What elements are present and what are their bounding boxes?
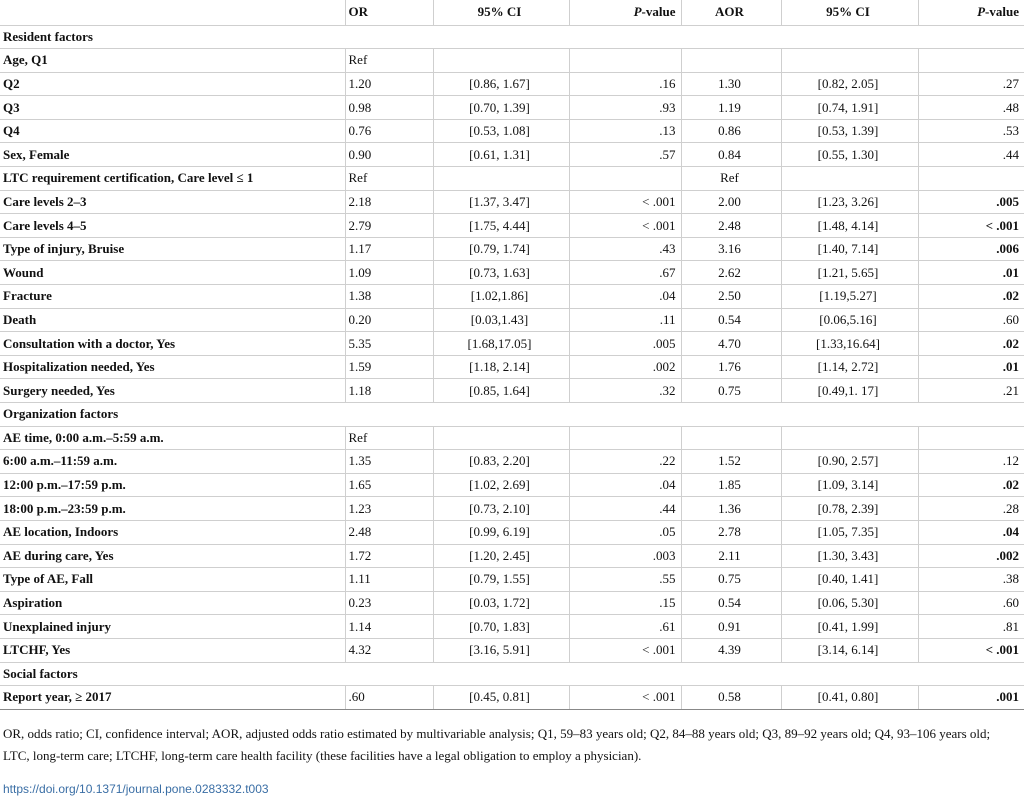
adjusted-odds-ratio-cell: 0.91 — [681, 615, 781, 639]
table-row — [0, 237, 1024, 261]
row-label: Sex, Female — [0, 143, 345, 167]
adjusted-p-value-cell: < .001 — [918, 214, 1024, 238]
adjusted-p-value-cell: .60 — [918, 591, 1024, 615]
p-value-cell: < .001 — [569, 686, 681, 710]
adjusted-odds-ratio-cell: 1.19 — [681, 96, 781, 120]
confidence-interval-cell: [0.03, 1.72] — [433, 591, 569, 615]
header-p-value: P-value — [569, 0, 681, 25]
row-label: Surgery needed, Yes — [0, 379, 345, 403]
p-value-cell — [569, 167, 681, 191]
table-row — [0, 638, 1024, 662]
row-label: LTC requirement certification, Care level ≤ 1 — [0, 167, 345, 191]
row-label: Wound — [0, 261, 345, 285]
odds-ratio-cell: 0.98 — [345, 96, 433, 120]
table-row — [0, 190, 1024, 214]
adjusted-confidence-interval-cell: [1.14, 2.72] — [781, 355, 918, 379]
adjusted-odds-ratio-cell: 0.75 — [681, 379, 781, 403]
table-row — [0, 473, 1024, 497]
row-label: Q2 — [0, 72, 345, 96]
row-label: LTCHF, Yes — [0, 638, 345, 662]
adjusted-confidence-interval-cell: [0.55, 1.30] — [781, 143, 918, 167]
p-value-cell: .61 — [569, 615, 681, 639]
confidence-interval-cell: [1.02, 2.69] — [433, 473, 569, 497]
odds-ratio-cell: 1.35 — [345, 450, 433, 474]
table-row — [0, 568, 1024, 592]
odds-ratio-cell: 1.09 — [345, 261, 433, 285]
table-row — [0, 615, 1024, 639]
adjusted-confidence-interval-cell: [0.90, 2.57] — [781, 450, 918, 474]
section-label: Resident factors — [0, 25, 1024, 49]
header-ci: 95% CI — [433, 0, 569, 25]
confidence-interval-cell: [0.85, 1.64] — [433, 379, 569, 403]
adjusted-odds-ratio-cell: 4.39 — [681, 638, 781, 662]
adjusted-p-value-cell: .005 — [918, 190, 1024, 214]
adjusted-confidence-interval-cell — [781, 426, 918, 450]
odds-ratio-cell: 1.65 — [345, 473, 433, 497]
table-row — [0, 355, 1024, 379]
adjusted-odds-ratio-cell: 0.54 — [681, 591, 781, 615]
table-row — [0, 379, 1024, 403]
confidence-interval-cell: [0.83, 2.20] — [433, 450, 569, 474]
adjusted-confidence-interval-cell: [1.48, 4.14] — [781, 214, 918, 238]
table-row — [0, 119, 1024, 143]
adjusted-p-value-cell — [918, 49, 1024, 73]
header-adjusted-p-value: P-value — [918, 0, 1024, 25]
row-label: 18:00 p.m.–23:59 p.m. — [0, 497, 345, 521]
section-header-row — [0, 25, 1024, 49]
table-row — [0, 285, 1024, 309]
confidence-interval-cell: [0.79, 1.74] — [433, 237, 569, 261]
adjusted-p-value-cell: .53 — [918, 119, 1024, 143]
row-label: Unexplained injury — [0, 615, 345, 639]
p-value-cell: .15 — [569, 591, 681, 615]
confidence-interval-cell: [1.37, 3.47] — [433, 190, 569, 214]
p-value-cell — [569, 426, 681, 450]
confidence-interval-cell: [1.68,17.05] — [433, 332, 569, 356]
adjusted-confidence-interval-cell: [1.23, 3.26] — [781, 190, 918, 214]
confidence-interval-cell: [0.79, 1.55] — [433, 568, 569, 592]
adjusted-odds-ratio-cell: 1.52 — [681, 450, 781, 474]
adjusted-odds-ratio-cell: 2.48 — [681, 214, 781, 238]
row-label: Aspiration — [0, 591, 345, 615]
adjusted-p-value-cell — [918, 167, 1024, 191]
row-label: Death — [0, 308, 345, 332]
adjusted-p-value-cell: .04 — [918, 520, 1024, 544]
odds-ratio-cell: .60 — [345, 686, 433, 710]
p-value-cell: < .001 — [569, 638, 681, 662]
p-value-cell: .002 — [569, 355, 681, 379]
table-row — [0, 426, 1024, 450]
adjusted-p-value-cell: .006 — [918, 237, 1024, 261]
header-aor: AOR — [681, 0, 781, 25]
p-value-cell: .22 — [569, 450, 681, 474]
adjusted-odds-ratio-cell: 0.86 — [681, 119, 781, 143]
odds-ratio-cell: 0.76 — [345, 119, 433, 143]
adjusted-p-value-cell: .21 — [918, 379, 1024, 403]
p-value-cell: .13 — [569, 119, 681, 143]
odds-ratio-cell: 1.20 — [345, 72, 433, 96]
adjusted-confidence-interval-cell — [781, 167, 918, 191]
adjusted-confidence-interval-cell: [0.41, 0.80] — [781, 686, 918, 710]
p-value-cell: .67 — [569, 261, 681, 285]
adjusted-p-value-cell: .44 — [918, 143, 1024, 167]
row-label: Care levels 4–5 — [0, 214, 345, 238]
adjusted-p-value-cell: .81 — [918, 615, 1024, 639]
odds-ratio-cell: 2.18 — [345, 190, 433, 214]
adjusted-confidence-interval-cell: [1.21, 5.65] — [781, 261, 918, 285]
adjusted-p-value-cell: .48 — [918, 96, 1024, 120]
adjusted-odds-ratio-cell: 1.85 — [681, 473, 781, 497]
table-footnote: OR, odds ratio; CI, confidence interval; AOR, adjusted odds ratio estimated by multivariable analysis; Q1, 59–83 years old; Q2, 84–88 years old; Q3, 89–92 years old; Q4, 93–106 years old; LTC, long-term care; LTCHF, long-term care health facility (these facilities have a legal obligation to employ a physician). — [3, 726, 991, 763]
adjusted-odds-ratio-cell: 4.70 — [681, 332, 781, 356]
confidence-interval-cell: [0.73, 1.63] — [433, 261, 569, 285]
p-value-cell: .04 — [569, 285, 681, 309]
p-value-cell: < .001 — [569, 214, 681, 238]
row-label: Report year, ≥ 2017 — [0, 686, 345, 710]
confidence-interval-cell — [433, 426, 569, 450]
confidence-interval-cell — [433, 167, 569, 191]
confidence-interval-cell — [433, 49, 569, 73]
p-value-cell: .16 — [569, 72, 681, 96]
confidence-interval-cell: [1.18, 2.14] — [433, 355, 569, 379]
adjusted-p-value-cell: .28 — [918, 497, 1024, 521]
odds-ratio-cell: 0.23 — [345, 591, 433, 615]
confidence-interval-cell: [1.75, 4.44] — [433, 214, 569, 238]
confidence-interval-cell: [0.73, 2.10] — [433, 497, 569, 521]
confidence-interval-cell: [3.16, 5.91] — [433, 638, 569, 662]
header-or: OR — [345, 0, 433, 25]
p-value-cell: .93 — [569, 96, 681, 120]
doi-link[interactable]: https://doi.org/10.1371/journal.pone.0283332.t003 — [3, 782, 269, 796]
p-value-cell: .32 — [569, 379, 681, 403]
confidence-interval-cell: [1.20, 2.45] — [433, 544, 569, 568]
odds-ratio-cell: 0.90 — [345, 143, 433, 167]
adjusted-p-value-cell: .002 — [918, 544, 1024, 568]
confidence-interval-cell: [0.53, 1.08] — [433, 119, 569, 143]
adjusted-confidence-interval-cell: [0.49,1. 17] — [781, 379, 918, 403]
adjusted-p-value-cell: .12 — [918, 450, 1024, 474]
p-value-cell: .55 — [569, 568, 681, 592]
adjusted-p-value-cell — [918, 426, 1024, 450]
table-row — [0, 308, 1024, 332]
table-row — [0, 49, 1024, 73]
row-label: 6:00 a.m.–11:59 a.m. — [0, 450, 345, 474]
adjusted-p-value-cell: .01 — [918, 261, 1024, 285]
p-value-cell: .003 — [569, 544, 681, 568]
adjusted-confidence-interval-cell: [1.40, 7.14] — [781, 237, 918, 261]
table-row — [0, 72, 1024, 96]
adjusted-odds-ratio-cell: 0.58 — [681, 686, 781, 710]
odds-ratio-cell: 1.38 — [345, 285, 433, 309]
adjusted-p-value-cell: .27 — [918, 72, 1024, 96]
adjusted-confidence-interval-cell — [781, 49, 918, 73]
adjusted-confidence-interval-cell: [0.06,5.16] — [781, 308, 918, 332]
confidence-interval-cell: [0.86, 1.67] — [433, 72, 569, 96]
row-label: Type of AE, Fall — [0, 568, 345, 592]
row-label: Type of injury, Bruise — [0, 237, 345, 261]
adjusted-odds-ratio-cell: Ref — [681, 167, 781, 191]
odds-ratio-cell: 1.18 — [345, 379, 433, 403]
adjusted-odds-ratio-cell: 0.75 — [681, 568, 781, 592]
adjusted-confidence-interval-cell: [1.19,5.27] — [781, 285, 918, 309]
odds-ratio-cell: 2.48 — [345, 520, 433, 544]
p-value-cell: .005 — [569, 332, 681, 356]
odds-ratio-cell: 1.23 — [345, 497, 433, 521]
table-row — [0, 520, 1024, 544]
row-label: Q4 — [0, 119, 345, 143]
adjusted-confidence-interval-cell: [0.41, 1.99] — [781, 615, 918, 639]
p-value-cell: .44 — [569, 497, 681, 521]
p-value-cell: < .001 — [569, 190, 681, 214]
odds-ratio-cell: 1.59 — [345, 355, 433, 379]
adjusted-confidence-interval-cell: [1.09, 3.14] — [781, 473, 918, 497]
adjusted-confidence-interval-cell: [0.78, 2.39] — [781, 497, 918, 521]
adjusted-p-value-cell: .01 — [918, 355, 1024, 379]
row-label: Hospitalization needed, Yes — [0, 355, 345, 379]
adjusted-confidence-interval-cell: [0.06, 5.30] — [781, 591, 918, 615]
section-label: Social factors — [0, 662, 1024, 686]
row-label: AE during care, Yes — [0, 544, 345, 568]
adjusted-odds-ratio-cell: 1.76 — [681, 355, 781, 379]
table-row — [0, 591, 1024, 615]
p-value-cell: .43 — [569, 237, 681, 261]
adjusted-odds-ratio-cell: 1.30 — [681, 72, 781, 96]
confidence-interval-cell: [0.99, 6.19] — [433, 520, 569, 544]
p-value-cell: .57 — [569, 143, 681, 167]
odds-ratio-cell: 1.72 — [345, 544, 433, 568]
row-label: Consultation with a doctor, Yes — [0, 332, 345, 356]
table-row — [0, 167, 1024, 191]
odds-ratio-cell: 1.17 — [345, 237, 433, 261]
odds-ratio-cell: Ref — [345, 167, 433, 191]
p-value-cell — [569, 49, 681, 73]
table-row — [0, 214, 1024, 238]
header-empty — [0, 0, 345, 25]
table-row — [0, 544, 1024, 568]
p-value-cell: .05 — [569, 520, 681, 544]
table-row — [0, 261, 1024, 285]
adjusted-odds-ratio-cell: 2.62 — [681, 261, 781, 285]
odds-ratio-cell: Ref — [345, 49, 433, 73]
adjusted-confidence-interval-cell: [0.53, 1.39] — [781, 119, 918, 143]
odds-ratio-cell: 2.79 — [345, 214, 433, 238]
adjusted-p-value-cell: .60 — [918, 308, 1024, 332]
table-row — [0, 450, 1024, 474]
row-label: Fracture — [0, 285, 345, 309]
adjusted-odds-ratio-cell: 0.84 — [681, 143, 781, 167]
header-adjusted-ci: 95% CI — [781, 0, 918, 25]
odds-ratio-cell: 5.35 — [345, 332, 433, 356]
odds-ratio-cell: 0.20 — [345, 308, 433, 332]
adjusted-p-value-cell: .001 — [918, 686, 1024, 710]
section-header-row — [0, 403, 1024, 427]
adjusted-p-value-cell: < .001 — [918, 638, 1024, 662]
p-value-cell: .04 — [569, 473, 681, 497]
adjusted-confidence-interval-cell: [0.74, 1.91] — [781, 96, 918, 120]
odds-ratio-cell: 4.32 — [345, 638, 433, 662]
adjusted-p-value-cell: .02 — [918, 285, 1024, 309]
adjusted-confidence-interval-cell: [0.82, 2.05] — [781, 72, 918, 96]
p-value-cell: .11 — [569, 308, 681, 332]
row-label: Care levels 2–3 — [0, 190, 345, 214]
adjusted-confidence-interval-cell: [1.05, 7.35] — [781, 520, 918, 544]
adjusted-odds-ratio-cell: 2.00 — [681, 190, 781, 214]
odds-ratio-cell: 1.14 — [345, 615, 433, 639]
row-label: Q3 — [0, 96, 345, 120]
confidence-interval-cell: [0.70, 1.39] — [433, 96, 569, 120]
adjusted-odds-ratio-cell: 2.78 — [681, 520, 781, 544]
section-label: Organization factors — [0, 403, 1024, 427]
confidence-interval-cell: [0.61, 1.31] — [433, 143, 569, 167]
table-row — [0, 686, 1024, 710]
odds-ratio-cell: 1.11 — [345, 568, 433, 592]
confidence-interval-cell: [0.03,1.43] — [433, 308, 569, 332]
table-row — [0, 332, 1024, 356]
adjusted-odds-ratio-cell: 2.50 — [681, 285, 781, 309]
adjusted-p-value-cell: .02 — [918, 473, 1024, 497]
adjusted-confidence-interval-cell: [1.33,16.64] — [781, 332, 918, 356]
adjusted-odds-ratio-cell — [681, 426, 781, 450]
row-label: Age, Q1 — [0, 49, 345, 73]
table-row — [0, 143, 1024, 167]
adjusted-p-value-cell: .02 — [918, 332, 1024, 356]
confidence-interval-cell: [1.02,1.86] — [433, 285, 569, 309]
adjusted-confidence-interval-cell: [0.40, 1.41] — [781, 568, 918, 592]
table-row — [0, 497, 1024, 521]
adjusted-odds-ratio-cell: 1.36 — [681, 497, 781, 521]
table-header-row — [0, 0, 1024, 25]
confidence-interval-cell: [0.45, 0.81] — [433, 686, 569, 710]
row-label: 12:00 p.m.–17:59 p.m. — [0, 473, 345, 497]
adjusted-odds-ratio-cell: 3.16 — [681, 237, 781, 261]
adjusted-confidence-interval-cell: [1.30, 3.43] — [781, 544, 918, 568]
section-header-row — [0, 662, 1024, 686]
adjusted-odds-ratio-cell: 0.54 — [681, 308, 781, 332]
table-row — [0, 96, 1024, 120]
odds-ratio-cell: Ref — [345, 426, 433, 450]
table-body — [0, 25, 1024, 709]
adjusted-odds-ratio-cell: 2.11 — [681, 544, 781, 568]
row-label: AE location, Indoors — [0, 520, 345, 544]
adjusted-p-value-cell: .38 — [918, 568, 1024, 592]
adjusted-odds-ratio-cell — [681, 49, 781, 73]
confidence-interval-cell: [0.70, 1.83] — [433, 615, 569, 639]
row-label: AE time, 0:00 a.m.–5:59 a.m. — [0, 426, 345, 450]
adjusted-confidence-interval-cell: [3.14, 6.14] — [781, 638, 918, 662]
